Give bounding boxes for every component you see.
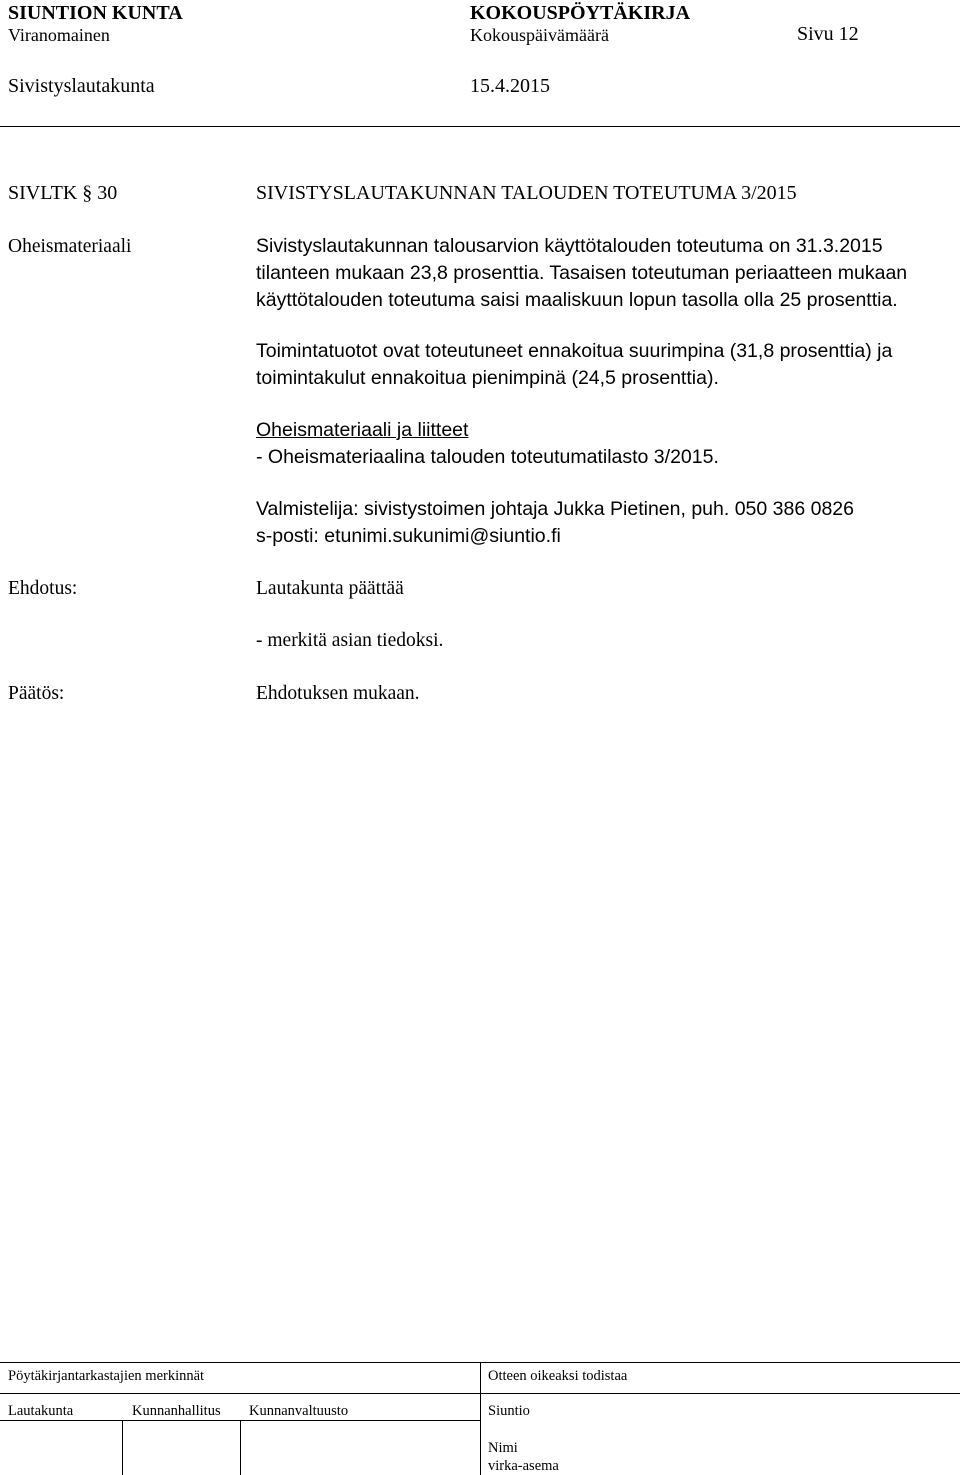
- meeting-date: 15.4.2015: [470, 75, 550, 97]
- page-number: Sivu 12: [797, 23, 859, 45]
- organization-name: SIUNTION KUNTA: [8, 2, 183, 24]
- proposal-item: - merkitä asian tiedoksi.: [256, 630, 444, 651]
- footer-col-municipal-board: Kunnanhallitus: [132, 1403, 221, 1419]
- footer-stamp-divider-1: [122, 1420, 123, 1475]
- proposal-label: Ehdotus:: [8, 578, 78, 599]
- meeting-date-label: Kokouspäivämäärä: [470, 25, 609, 45]
- decision-label: Päätös:: [8, 683, 65, 704]
- results-paragraph: [256, 338, 946, 392]
- attachment-line: Sivistyslautakunnan talousarvion käyttötalouden toteutuma on 31.3.2015: [256, 235, 883, 257]
- footer-stamp-divider-2: [240, 1420, 241, 1475]
- header-divider: [0, 126, 960, 127]
- attachments-heading: Oheismateriaali ja liitteet: [256, 419, 469, 441]
- results-line: toimintakulut ennakoitua pienimpinä (24,5 prosenttia).: [256, 367, 719, 389]
- preparer-email: s-posti: etunimi.sukunimi@siuntio.fi: [256, 525, 561, 547]
- section-title: SIVISTYSLAUTAKUNNAN TALOUDEN TOTEUTUMA 3/2015: [256, 182, 797, 204]
- footer-place: Siuntio: [488, 1403, 530, 1419]
- attachment-line: tilanteen mukaan 23,8 prosenttia. Tasaisen toteutuman periaatteen mukaan: [256, 262, 908, 284]
- section-code: SIVLTK § 30: [8, 182, 118, 204]
- decision-text: Ehdotuksen mukaan.: [256, 683, 420, 704]
- footer-col-council: Kunnanvaltuusto: [249, 1403, 349, 1419]
- preparer-info: [256, 496, 946, 550]
- footer-row-divider: [0, 1393, 960, 1394]
- attachment-line: käyttötalouden toteutuma saisi maaliskuun lopun tasolla olla 25 prosenttia.: [256, 289, 898, 311]
- footer-col-board: Lautakunta: [8, 1403, 74, 1419]
- attachment-paragraph: [256, 233, 946, 314]
- attachment-label: Oheismateriaali: [8, 236, 132, 257]
- certified-label: Otteen oikeaksi todistaa: [488, 1368, 628, 1384]
- attachments-list: [256, 417, 946, 471]
- document-type: KOKOUSPÖYTÄKIRJA: [470, 2, 691, 24]
- authority-name: Sivistyslautakunta: [8, 75, 155, 97]
- proposal-text: Lautakunta päättää: [256, 578, 404, 599]
- checkers-label: Pöytäkirjantarkastajien merkinnät: [8, 1368, 205, 1384]
- footer-center-divider: [480, 1362, 481, 1475]
- attachments-item: - Oheismateriaalina talouden toteutumatilasto 3/2015.: [256, 446, 719, 468]
- authority-label: Viranomainen: [8, 25, 110, 45]
- results-line: Toimintatuotot ovat toteutuneet ennakoitua suurimpina (31,8 prosenttia) ja: [256, 340, 893, 362]
- preparer-line: Valmistelija: sivistystoimen johtaja Jukka Pietinen, puh. 050 386 0826: [256, 498, 854, 520]
- footer-name-label: Nimi: [488, 1440, 518, 1456]
- footer-position-label: virka-asema: [488, 1458, 559, 1474]
